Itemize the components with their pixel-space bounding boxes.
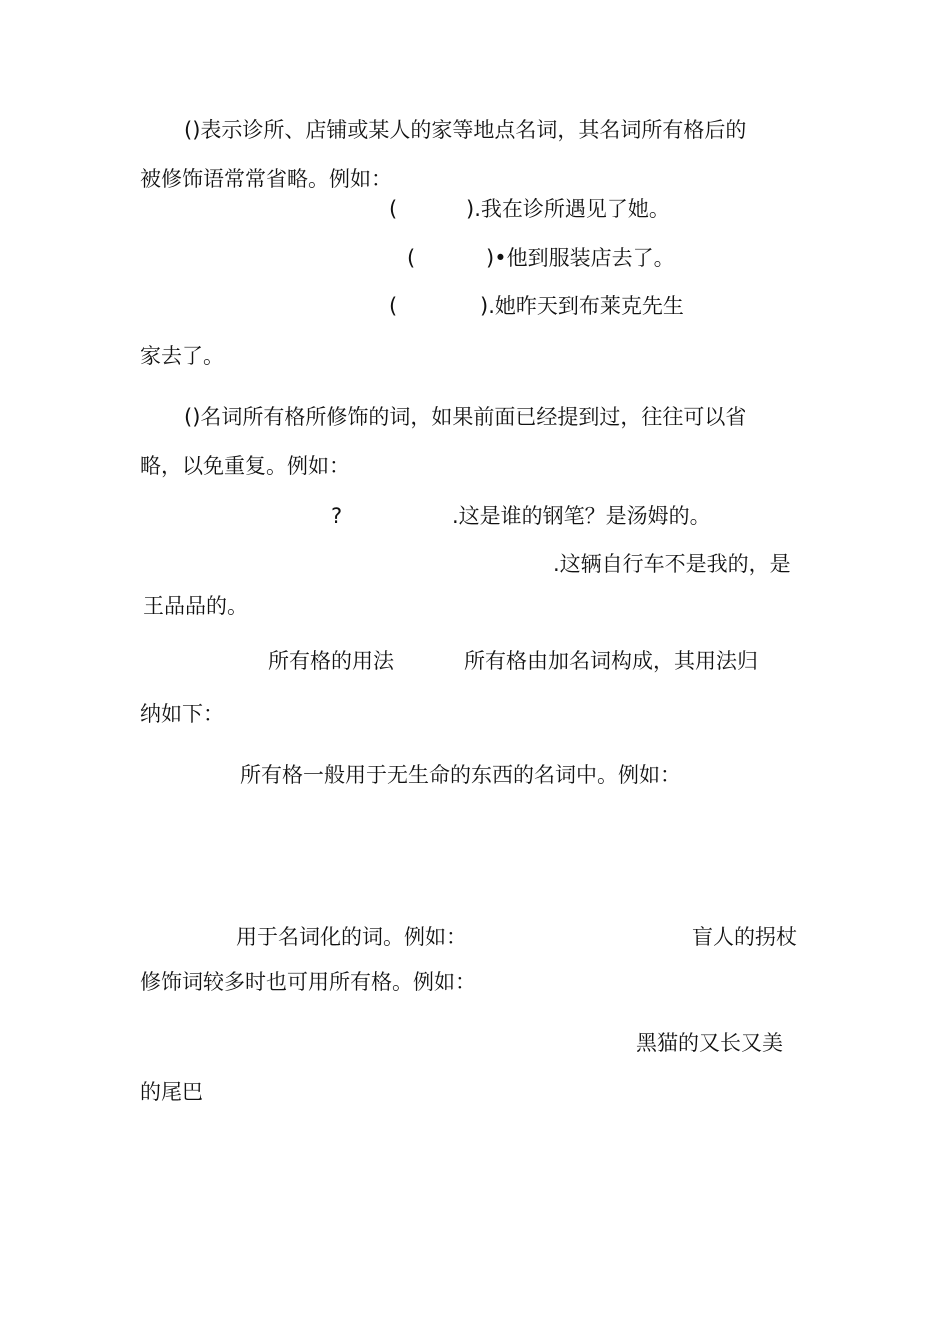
example-question-mark: ?	[331, 504, 343, 528]
example-open-paren: (	[389, 197, 398, 221]
paragraph-line: 所有格一般用于无生命的东西的名词中。例如：	[240, 763, 681, 787]
paragraph-line: 用于名词化的词。例如：	[236, 925, 467, 949]
paragraph-line: 家去了。	[140, 344, 224, 368]
paragraph-line: 略，以免重复。例如：	[140, 454, 350, 478]
paragraph-line: ()名词所有格所修饰的词，如果前面已经提到过，往往可以省	[184, 405, 747, 429]
example-open-paren: (	[407, 246, 416, 270]
example-line: 黑猫的又长又美	[636, 1031, 783, 1055]
paragraph-line: 的尾巴	[140, 1080, 203, 1104]
example-line: ).她昨天到布莱克先生	[480, 294, 684, 318]
example-line: )•他到服装店去了。	[486, 246, 675, 270]
example-line: ).我在诊所遇见了她。	[466, 197, 670, 221]
paragraph-line: 王品品的。	[143, 594, 248, 618]
paragraph-line: 纳如下：	[140, 702, 224, 726]
example-line: .这是谁的钢笔？是汤姆的。	[452, 504, 711, 528]
example-line: 盲人的拐杖	[692, 925, 797, 949]
paragraph-line: 被修饰语常常省略。例如：	[140, 167, 392, 191]
example-line: .这辆自行车不是我的，是	[553, 552, 791, 576]
section-heading: 所有格的用法	[268, 649, 394, 673]
paragraph-line: 修饰词较多时也可用所有格。例如：	[140, 970, 476, 994]
example-open-paren: (	[389, 294, 398, 318]
paragraph-line: ()表示诊所、店铺或某人的家等地点名词，其名词所有格后的	[184, 118, 747, 142]
paragraph-line: 所有格由加名词构成，其用法归	[464, 649, 758, 673]
